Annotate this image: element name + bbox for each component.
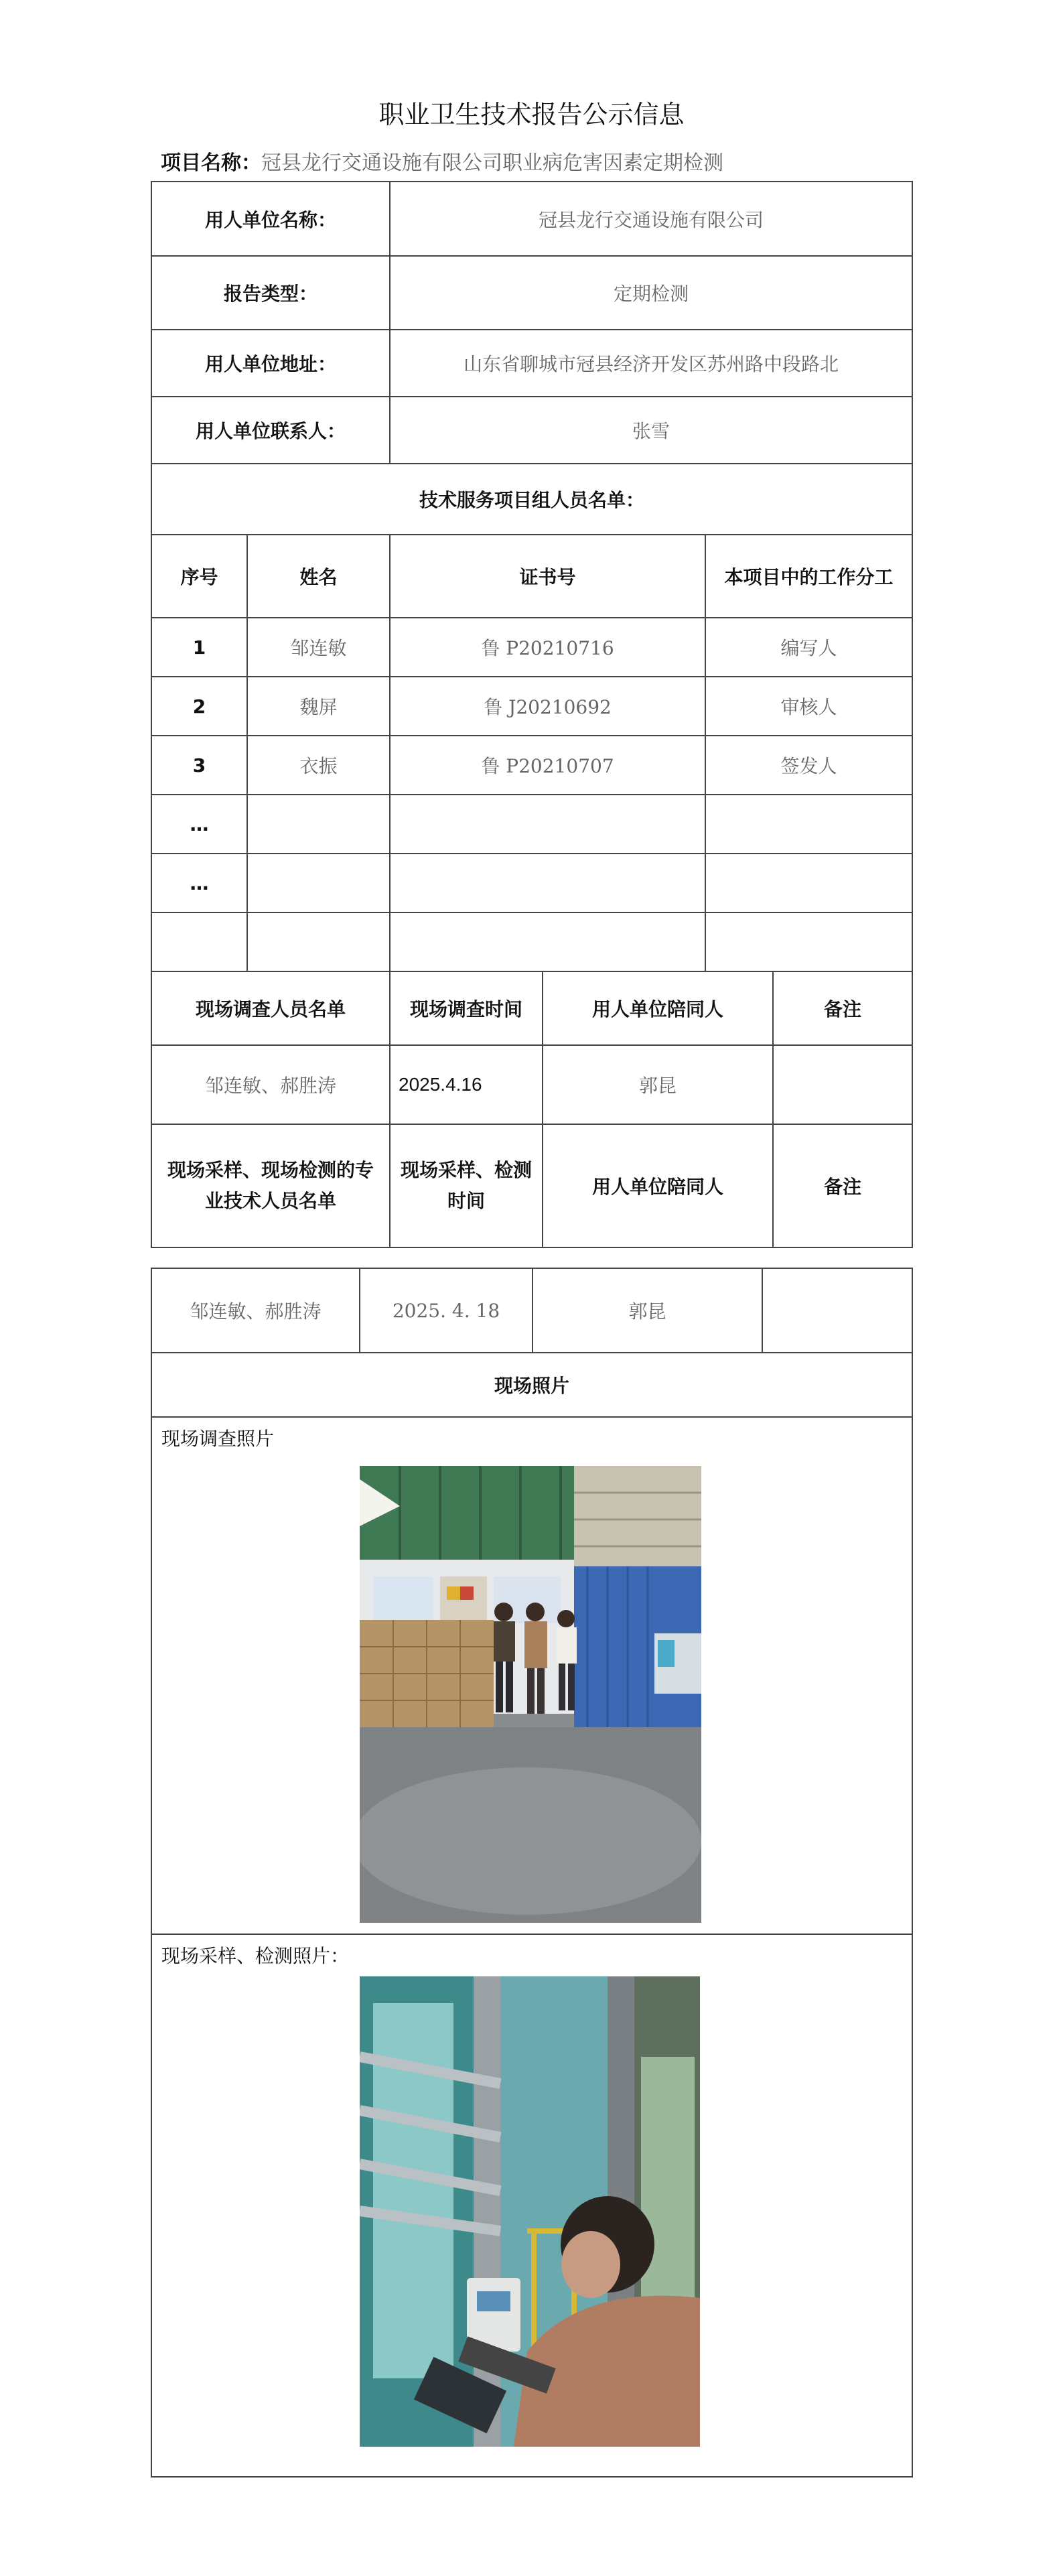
team-name: 魏屏 — [247, 677, 390, 736]
team-cert: 鲁 J20210692 — [390, 677, 705, 736]
team-no: 1 — [151, 618, 247, 677]
survey-col-time: 现场调查时间 — [390, 971, 543, 1045]
table-row — [151, 795, 912, 854]
sampling-col-time: 现场采样、检测时间 — [390, 1124, 543, 1247]
sampling-time: 2025. 4. 18 — [360, 1268, 533, 1353]
team-no: … — [151, 795, 247, 854]
survey-photo-label: 现场调查照片 — [161, 1428, 275, 1450]
photos-heading: 现场照片 — [151, 1353, 912, 1417]
team-role: 编写人 — [705, 618, 912, 677]
info-label: 用人单位地址： — [151, 330, 390, 397]
report-type-value: 定期检测 — [390, 256, 912, 330]
info-label: 用人单位联系人： — [151, 397, 390, 464]
sampling-col-companion: 用人单位陪同人 — [543, 1124, 773, 1247]
sampling-note — [762, 1268, 912, 1353]
company-name-value: 冠县龙行交通设施有限公司 — [390, 182, 912, 256]
table-row — [151, 1045, 912, 1124]
survey-people: 邹连敏、郝胜涛 — [151, 1045, 390, 1124]
team-cert — [390, 912, 705, 971]
team-name — [247, 795, 390, 854]
table-row — [151, 618, 912, 677]
team-no — [151, 912, 247, 971]
team-role — [705, 854, 912, 912]
survey-col-companion: 用人单位陪同人 — [543, 971, 773, 1045]
sampling-companion: 郭昆 — [533, 1268, 762, 1353]
team-role — [705, 795, 912, 854]
team-cert: 鲁 P20210716 — [390, 618, 705, 677]
team-col-name: 姓名 — [247, 535, 390, 618]
team-role: 签发人 — [705, 736, 912, 795]
sampling-col-note: 备注 — [773, 1124, 912, 1247]
table-row — [151, 1268, 912, 1353]
info-label: 用人单位名称： — [151, 182, 390, 256]
table-row — [151, 912, 912, 971]
table-row — [151, 677, 912, 736]
team-name: 衣振 — [247, 736, 390, 795]
team-name: 邹连敏 — [247, 618, 390, 677]
team-cert: 鲁 P20210707 — [390, 736, 705, 795]
page-title: 职业卫生技术报告公示信息 — [378, 100, 685, 129]
project-name-label: 项目名称： — [161, 151, 261, 175]
project-name — [161, 146, 723, 176]
table-row — [151, 854, 912, 912]
survey-companion: 郭昆 — [543, 1045, 773, 1124]
team-name — [247, 912, 390, 971]
team-cert — [390, 795, 705, 854]
sampling-photo-label: 现场采样、检测照片： — [161, 1945, 350, 1967]
contact-person-value: 张雪 — [390, 397, 912, 464]
team-no: … — [151, 854, 247, 912]
survey-col-note: 备注 — [773, 971, 912, 1045]
table-row — [151, 736, 912, 795]
survey-note — [773, 1045, 912, 1124]
team-col-cert: 证书号 — [390, 535, 705, 618]
team-role: 审核人 — [705, 677, 912, 736]
team-no: 2 — [151, 677, 247, 736]
survey-photo — [360, 1466, 701, 1923]
sampling-col-people: 现场采样、现场检测的专业技术人员名单 — [151, 1124, 390, 1247]
team-cert — [390, 854, 705, 912]
info-table — [151, 181, 913, 1248]
team-heading: 技术服务项目组人员名单： — [151, 464, 912, 535]
survey-col-people: 现场调查人员名单 — [151, 971, 390, 1045]
team-role — [705, 912, 912, 971]
team-col-no: 序号 — [151, 535, 247, 618]
company-address-value: 山东省聊城市冠县经济开发区苏州路中段路北 — [390, 330, 912, 397]
team-no: 3 — [151, 736, 247, 795]
team-col-role: 本项目中的工作分工 — [705, 535, 912, 618]
team-name — [247, 854, 390, 912]
info-label: 报告类型： — [151, 256, 390, 330]
sampling-photo — [360, 1976, 700, 2447]
project-name-value: 冠县龙行交通设施有限公司职业病危害因素定期检测 — [261, 151, 723, 175]
survey-time: 2025.4.16 — [390, 1045, 543, 1124]
sampling-people: 邹连敏、郝胜涛 — [151, 1268, 360, 1353]
